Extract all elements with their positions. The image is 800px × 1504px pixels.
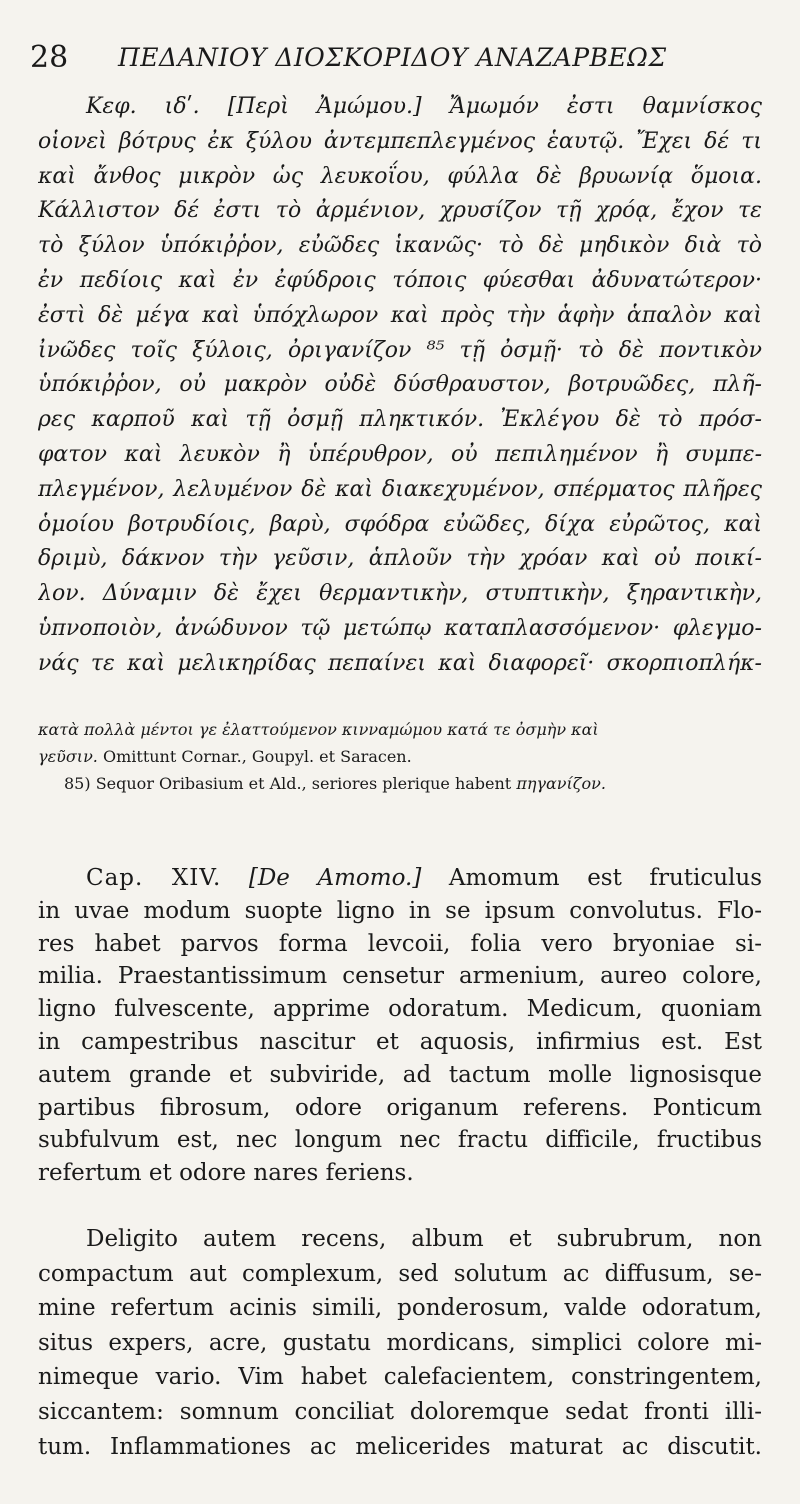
page-header: [30, 38, 770, 78]
latin-line: refertum et odore nares feriens.: [38, 1160, 414, 1187]
footnote-85: [38, 770, 762, 797]
footnote-latin-text: Omittunt Cornar., Goupyl. et Saracen.: [102, 747, 412, 766]
latin-line: res habet parvos forma levcoii, folia vero bryoniae si-: [38, 930, 762, 957]
footnote-greek-text: γεῦσιν.: [38, 747, 98, 766]
footnotes: [38, 716, 762, 797]
chapter-label: Cap. XIV.: [86, 865, 222, 891]
greek-line: ὑπόκιῤῥον, οὐ μακρὸν οὐδὲ δύσθραυστον, βοτρυῶδες, πλῆ-: [38, 372, 762, 398]
greek-line: ἰνῶδες τοῖς ξύλοις, ὀριγανίζον ⁸⁵ τῇ ὀσμῇ· τὸ δὲ ποντικὸν: [38, 337, 762, 363]
footnote-line: [38, 716, 762, 743]
latin-line: in uvae modum suopte ligno in se ipsum convolutus. Flo-: [38, 897, 762, 924]
latin-line: mine refertum acinis simili, ponderosum, valde odoratum,: [38, 1295, 762, 1322]
greek-line: ἐν πεδίοις καὶ ἐν ἐφύδροις τόποις φύεσθαι ἀδυνατώτερον·: [38, 267, 762, 293]
greek-line: ρες καρποῦ καὶ τῇ ὀσμῇ πληκτικόν. Ἐκλέγου δὲ τὸ πρόσ-: [38, 407, 762, 433]
latin-translation-para1: [38, 862, 762, 1190]
page-number: 28: [30, 40, 69, 75]
footnote-greek-text: κατὰ πολλὰ μέντοι γε ἐλαττούμενον κινναμώμου κατά τε ὀσμὴν καὶ: [38, 720, 599, 739]
latin-line: in campestribus nascitur et aquosis, infirmius est. Est: [38, 1028, 762, 1055]
greek-line: τὸ ξύλον ὑπόκιῤῥον, εὐῶδες ἱκανῶς· τὸ δὲ μηδικὸν διὰ τὸ: [38, 233, 762, 259]
footnote-text: Sequor Oribasium et Ald., seriores plerique habent: [95, 774, 512, 793]
latin-translation-para2: [38, 1222, 762, 1464]
latin-line: nimeque vario. Vim habet calefacientem, constringentem,: [38, 1364, 762, 1391]
chapter-title: [De Amomo.]: [248, 865, 422, 891]
greek-line: πλεγμένον, λελυμένον δὲ καὶ διακεχυμένον, σπέρματος πλῆρες: [38, 476, 762, 502]
latin-line: [38, 862, 762, 895]
latin-line: compactum aut complexum, sed solutum ac diffusum, se-: [38, 1260, 762, 1287]
latin-line: siccantem: somnum conciliat doloremque sedat fronti illi-: [38, 1398, 762, 1425]
latin-line: subfulvum est, nec longum nec fractu difficile, fructibus: [38, 1127, 762, 1154]
greek-chapter-text: [38, 90, 762, 682]
greek-line: οἱονεὶ βότρυς ἐκ ξύλου ἀντεμπεπλεγμένος ἑαυτῷ. Ἔχει δέ τι: [38, 128, 762, 154]
greek-line: νάς τε καὶ μελικηρίδας πεπαίνει καὶ διαφορεῖ· σκορπιοπλήκ-: [38, 650, 762, 676]
latin-line: situs expers, acre, gustatu mordicans, simplici colore mi-: [38, 1329, 762, 1356]
footnote-line: [38, 743, 762, 770]
greek-line: ὑπνοποιὸν, ἀνώδυνον τῷ μετώπῳ καταπλασσόμενον· φλεγμο-: [38, 615, 762, 641]
greek-line: δριμὺ, δάκνον τὴν γεῦσιν, ἁπλοῦν τὴν χρόαν καὶ οὐ ποικί-: [38, 546, 762, 572]
latin-line-rest: Amomum est fruticulus: [448, 865, 762, 891]
greek-line: φατον καὶ λευκὸν ἢ ὑπέρυθρον, οὐ πεπιλημένον ἢ συμπε-: [38, 441, 762, 467]
latin-line: Deligito autem recens, album et subrubrum, non: [86, 1226, 762, 1252]
greek-line: Κάλλιστον δέ ἐστι τὸ ἀρμένιον, χρυσίζον τῇ χρόᾳ, ἔχον τε: [38, 198, 762, 224]
greek-line: ἐστὶ δὲ μέγα καὶ ὑπόχλωρον καὶ πρὸς τὴν ἁφὴν ἁπαλὸν καὶ: [38, 302, 762, 328]
running-head: ΠΕΔΑΝΙΟΥ ΔΙΟΣΚΟΡΙΔΟΥ ΑΝΑΖΑΡΒΕΩΣ: [118, 43, 667, 72]
greek-line: λον. Δύναμιν δὲ ἔχει θερμαντικὴν, στυπτικὴν, ξηραντικὴν,: [38, 581, 762, 607]
latin-line: ligno fulvescente, apprime odoratum. Medicum, quoniam: [38, 996, 762, 1023]
greek-line: Κεφ. ιδʹ. [Περὶ Ἀμώμου.] Ἄμωμόν ἐστι θαμνίσκος: [86, 94, 762, 119]
greek-line: ὁμοίου βοτρυδίοις, βαρὺ, σφόδρα εὐῶδες, δίχα εὐρῶτος, καὶ: [38, 511, 762, 537]
latin-line: autem grande et subviride, ad tactum molle lignosisque: [38, 1061, 762, 1088]
greek-line: καὶ ἄνθος μικρὸν ὡς λευκοΐου, φύλλα δὲ βρυωνίᾳ ὅμοια.: [38, 163, 762, 189]
footnote-marker: 85): [64, 774, 91, 793]
latin-line: tum. Inflammationes ac melicerides maturat ac discutit.: [38, 1433, 762, 1460]
latin-line: milia. Praestantissimum censetur armenium, aureo colore,: [38, 963, 762, 990]
latin-line: partibus fibrosum, odore origanum referens. Ponticum: [38, 1094, 762, 1121]
footnote-greek-text: πηγανίζον.: [516, 774, 606, 793]
